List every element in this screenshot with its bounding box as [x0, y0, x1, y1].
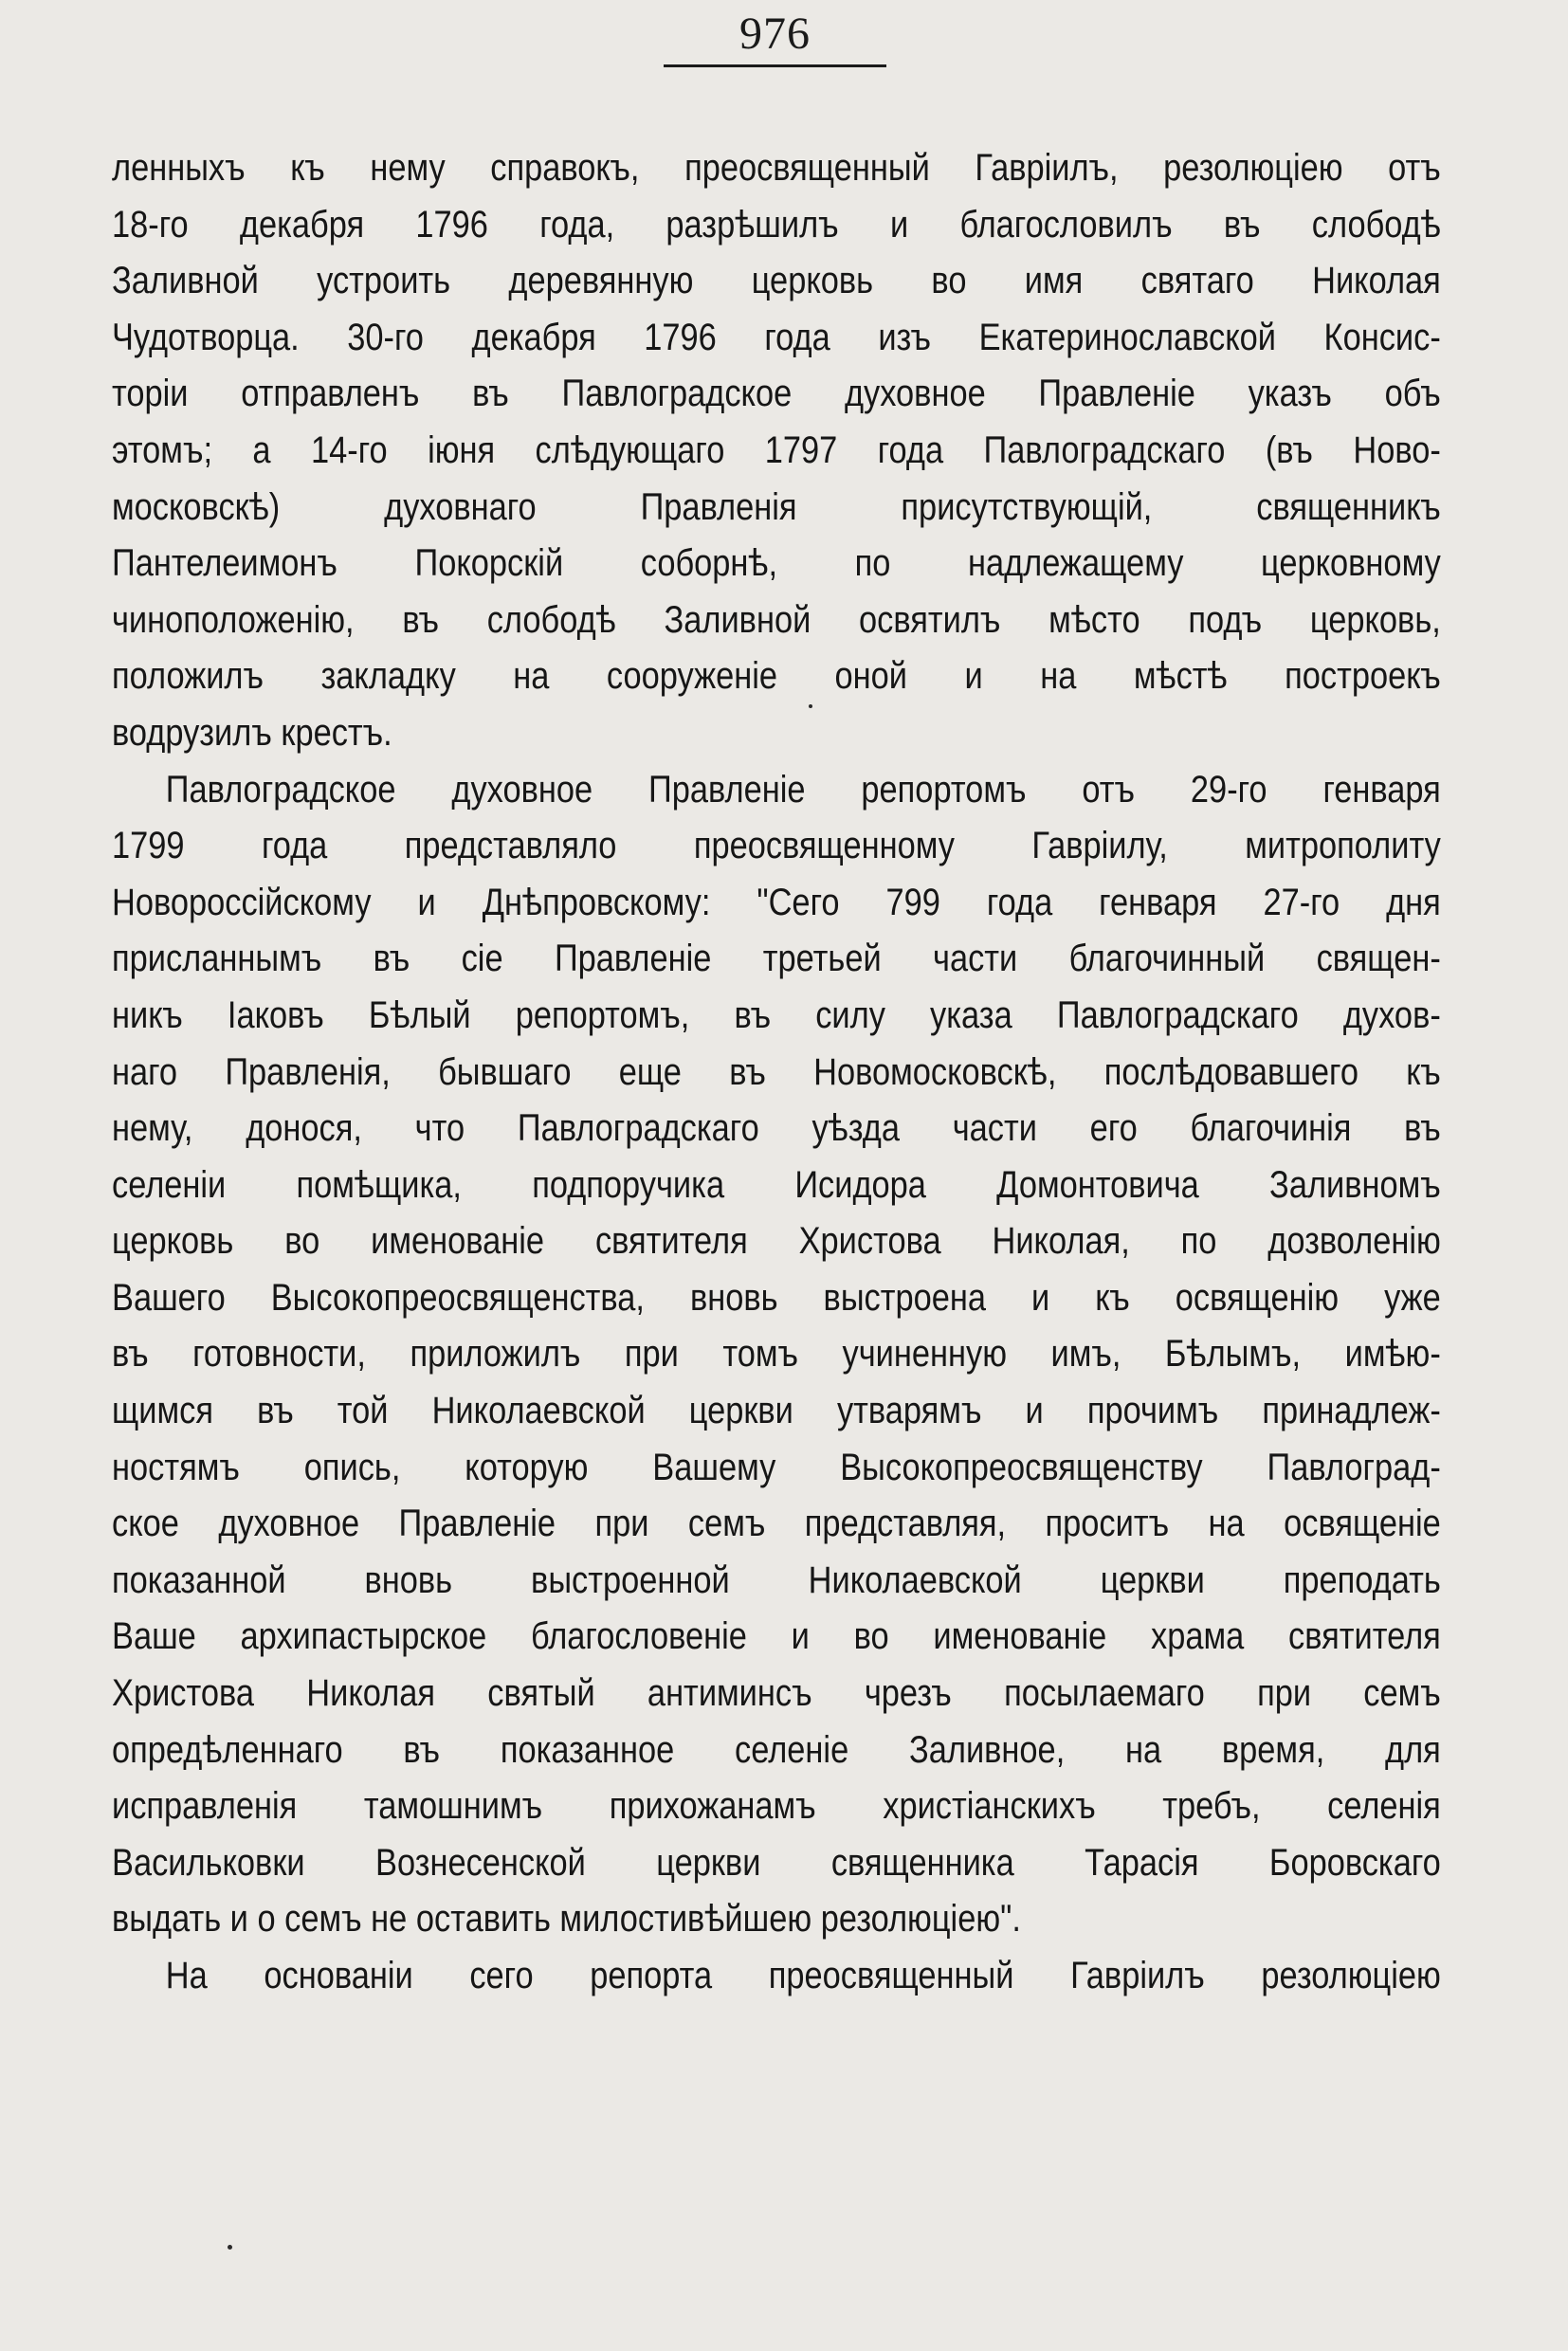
paragraph [112, 762, 1441, 1948]
paragraph [112, 1948, 1441, 2005]
text-line: нему, донося, что Павлоградскаго уѣзда части его благочинія въ [112, 1107, 1441, 1150]
ink-speck [809, 704, 812, 708]
text-line: присланнымъ въ сіе Правленіе третьей части благочинный священ- [112, 938, 1441, 980]
page-number-rule [664, 64, 886, 67]
text-line: этомъ; а 14-го іюня слѣдующаго 1797 года Павлоградскаго (въ Ново- [112, 428, 1441, 471]
text-line: 18-го декабря 1796 года, разрѣшилъ и благословилъ въ слободѣ [112, 203, 1441, 246]
text-line: положилъ закладку на сооруженіе оной и на мѣстѣ построекъ [112, 655, 1441, 698]
text-line: На основаніи сего репорта преосвященный Гавріилъ резолюціею [165, 1955, 1441, 1996]
text-line: водрузилъ крестъ. [112, 711, 392, 754]
text-line: щимся въ той Николаевской церкви утварямъ и прочимъ принадлеж- [112, 1390, 1441, 1432]
text-line: исправленія тамошнимъ прихожанамъ христіанскихъ требъ, селенія [112, 1785, 1441, 1828]
text-line: Чудотворца. 30-го декабря 1796 года изъ Екатеринославской Консис- [112, 316, 1441, 358]
text-line: ское духовное Правленіе при семъ представляя, проситъ на освященіе [112, 1503, 1441, 1545]
text-line: Заливной устроить деревянную церковь во имя святаго Николая [112, 260, 1441, 302]
text-line: московскѣ) духовнаго Правленія присутствующій, священникъ [112, 485, 1441, 528]
text-line: Вашего Высокопреосвященства, вновь выстроена и къ освященію уже [112, 1276, 1441, 1319]
ink-speck [228, 2245, 232, 2250]
text-line: чиноположенію, въ слободѣ Заливной освятилъ мѣсто подъ церковь, [112, 598, 1441, 641]
text-line: Пантелеимонъ Покорскій соборнѣ, по надлежащему церковному [112, 542, 1441, 585]
text-line: Новороссійскому и Днѣпровскому: "Сего 799 года генваря 27-го дня [112, 881, 1441, 923]
text-line: Христова Николая святый антиминсъ чрезъ посылаемаго при семъ [112, 1672, 1441, 1715]
text-line: наго Правленія, бывшаго еще въ Новомосковскѣ, послѣдовавшего къ [112, 1050, 1441, 1093]
text-line: никъ Іаковъ Бѣлый репортомъ, въ силу указа Павлоградскаго духов- [112, 993, 1441, 1036]
text-line: опредѣленнаго въ показанное селеніе Заливное, на время, для [112, 1728, 1441, 1771]
text-line: ностямъ опись, которую Вашему Высокопреосвященству Павлоград- [112, 1446, 1441, 1488]
text-line: Васильковки Вознесенской церкви священника Тарасія Боровскаго [112, 1841, 1441, 1884]
text-line: выдать и о семъ не оставить милостивѣйшею резолюціею". [112, 1898, 1021, 1941]
text-line: показанной вновь выстроенной Николаевской церкви преподать [112, 1558, 1441, 1601]
text-line: 1799 года представляло преосвященному Гавріилу, митрополиту [112, 825, 1441, 867]
page-number: 976 [739, 9, 811, 59]
paragraph [112, 140, 1441, 762]
text-line: селеніи помѣщика, подпоручика Исидора Домонтовича Заливномъ [112, 1163, 1441, 1206]
text-line: Павлоградское духовное Правленіе репортомъ отъ 29-го генваря [165, 768, 1441, 811]
text-line: церковь во именованіе святителя Христова Николая, по дозволенію [112, 1220, 1441, 1263]
text-line: торіи отправленъ въ Павлоградское духовное Правленіе указъ объ [112, 373, 1441, 415]
text-body [112, 140, 1441, 2005]
text-line: въ готовности, приложилъ при томъ учиненную имъ, Бѣлымъ, имѣю- [112, 1333, 1441, 1376]
text-line: Ваше архипастырское благословеніе и во именованіе храма святителя [112, 1615, 1441, 1658]
text-line: ленныхъ къ нему справокъ, преосвященный Гавріилъ, резолюціею отъ [112, 147, 1441, 189]
